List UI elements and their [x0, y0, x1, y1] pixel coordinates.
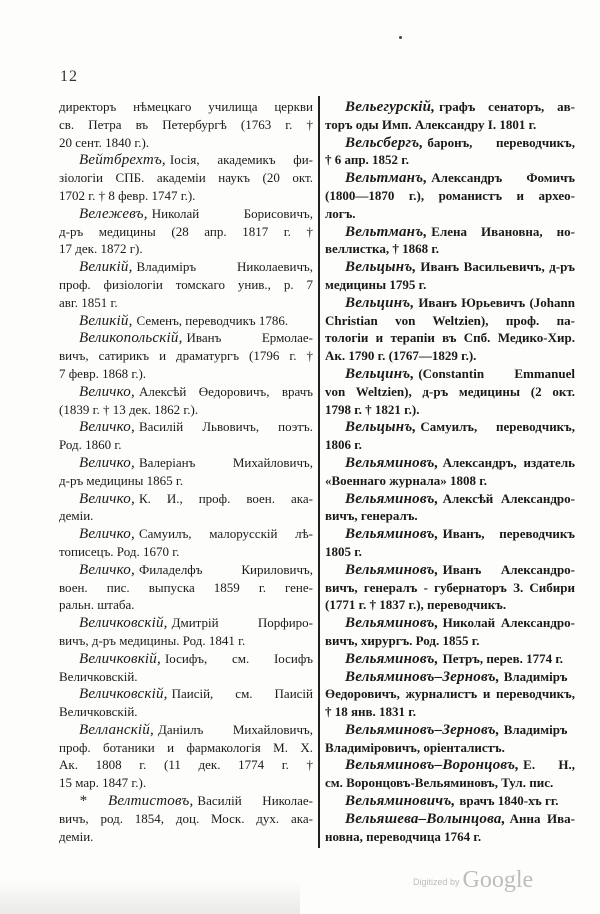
- entry-headword: Величко,: [79, 526, 135, 543]
- dictionary-entry: [59, 721, 313, 792]
- entry-text: д-ръ медицины (28 апр. 1817 г. †: [59, 223, 313, 239]
- entry-line: [59, 739, 313, 757]
- dictionary-entry: [325, 365, 575, 418]
- left-column: [59, 98, 313, 845]
- scan-shadow: [0, 880, 300, 914]
- entry-line: [59, 703, 313, 721]
- entry-line: [325, 151, 575, 169]
- entry-text: деміи.: [59, 508, 94, 524]
- dictionary-entry: [325, 792, 575, 810]
- entry-line: [325, 454, 575, 472]
- entry-text: графъ сенаторъ, ав-: [439, 99, 575, 114]
- entry-line: [59, 134, 313, 152]
- entry-text: Александръ, издатель: [442, 454, 575, 470]
- entry-text: (Constantin Emmanuel: [418, 365, 575, 381]
- entry-headword: Вележевъ,: [79, 205, 148, 222]
- entry-headword: Вельцынъ,: [345, 259, 417, 276]
- entry-line: [59, 472, 313, 490]
- entry-text: (1839 г. † 13 дек. 1862 г.).: [59, 401, 199, 417]
- entry-headword: Величко,: [79, 490, 135, 507]
- entry-line: [325, 436, 575, 454]
- entry-text: см. Воронцовъ-Вельяминовъ, Тул. пис.: [325, 775, 554, 791]
- page-number: 12: [60, 68, 78, 85]
- entry-text: воен. пис. выпуска 1859 г. гене-: [59, 579, 313, 595]
- entry-text: Величковскій.: [59, 704, 138, 720]
- entry-line: [325, 739, 575, 757]
- entry-line: [59, 721, 313, 739]
- entry-text: тологіи и терапіи въ Спб. Медико-Хир.: [325, 330, 575, 346]
- entry-text: директоръ нѣмецкаго училища церкви: [59, 99, 313, 114]
- entry-line: [59, 240, 313, 258]
- entry-line: [59, 828, 313, 846]
- entry-text: вичъ, хирургъ. Род. 1855 г.: [325, 632, 480, 648]
- entry-text: Елена Ивановна, но-: [431, 223, 575, 239]
- entry-headword: Вельцинъ,: [345, 294, 415, 311]
- entry-line: [325, 205, 575, 223]
- dictionary-entry: [325, 561, 575, 614]
- entry-line: [59, 401, 313, 419]
- dictionary-entry: [59, 258, 313, 311]
- entry-line: [325, 703, 575, 721]
- entry-line: [59, 596, 313, 614]
- entry-text: 1798 г. † 1821 г.).: [325, 401, 420, 417]
- entry-headword: Вельяминовъ–Зерновъ,: [345, 721, 500, 738]
- entry-line: [325, 792, 575, 810]
- entry-headword: Величковкій,: [79, 650, 161, 667]
- entry-line: [59, 525, 313, 543]
- entry-headword: * Велтистовъ,: [79, 793, 194, 810]
- entry-line: [325, 418, 575, 436]
- entry-line: [59, 116, 313, 134]
- dictionary-entry: [325, 490, 575, 526]
- entry-text: 1806 г.: [325, 437, 362, 453]
- entry-text: Валеріанъ Михайловичъ,: [138, 454, 313, 470]
- entry-line: [59, 810, 313, 828]
- entry-text: Іосія, академикъ фи-: [169, 152, 313, 168]
- entry-line: [59, 507, 313, 525]
- entry-line: [325, 116, 575, 134]
- entry-headword: Вельтманъ,: [345, 223, 428, 240]
- entry-headword: Великопольскій,: [79, 330, 183, 347]
- dictionary-entry: [325, 223, 575, 259]
- entry-text: Е. Н.,: [523, 757, 575, 773]
- entry-text: Николай Александро-: [442, 615, 575, 631]
- entry-text: тописецъ. Род. 1670 г.: [59, 543, 180, 559]
- entry-text: св. Петра въ Петербургѣ (1763 г. †: [59, 116, 313, 132]
- entry-text: медицины 1795 г.: [325, 276, 427, 292]
- entry-line: [59, 650, 313, 668]
- entry-text: Петръ, перев. 1774 г.: [442, 650, 564, 666]
- entry-line: [59, 454, 313, 472]
- entry-text: 15 мар. 1847 г.).: [59, 775, 147, 791]
- entry-text: деміи.: [59, 828, 94, 844]
- entry-line: [325, 223, 575, 241]
- entry-line: [59, 329, 313, 347]
- entry-line: [59, 169, 313, 187]
- entry-headword: Вельяминовичъ,: [345, 793, 456, 810]
- entry-line: [59, 614, 313, 632]
- entry-line: [325, 561, 575, 579]
- entry-line: [325, 240, 575, 258]
- entry-text: баронъ, переводчикъ,: [427, 134, 575, 150]
- dictionary-entry: [325, 810, 575, 846]
- entry-line: [325, 774, 575, 792]
- entry-line: [325, 187, 575, 205]
- entry-text: Иванъ Александро-: [442, 561, 575, 577]
- entry-line: [325, 329, 575, 347]
- dictionary-entry: [325, 756, 575, 792]
- entry-text: К. И., проф. воен. ака-: [138, 490, 313, 506]
- entry-text: д-ръ медицины 1865 г.: [59, 472, 184, 488]
- entry-text: Анна Ива-: [509, 810, 575, 826]
- entry-headword: Величко,: [79, 454, 135, 471]
- entry-headword: Вельцынъ,: [345, 419, 417, 436]
- entry-text: (1771 г. † 1837 г.), переводчикъ.: [325, 597, 507, 613]
- entry-text: Александръ Фомичъ: [431, 170, 575, 186]
- entry-text: Филаделфъ Кириловичъ,: [138, 561, 313, 577]
- entry-line: [325, 650, 575, 668]
- entry-line: [325, 596, 575, 614]
- entry-headword: Величко,: [79, 383, 135, 400]
- entry-line: [59, 365, 313, 383]
- column-divider: [318, 96, 320, 848]
- entry-text: проф. ботаники и фармакологія М. Х.: [59, 739, 313, 755]
- dictionary-entry: [325, 258, 575, 294]
- entry-text: Николай Борисовичъ,: [151, 205, 313, 221]
- dictionary-entry: [59, 792, 313, 845]
- entry-text: Владиміръ Николаевичъ,: [136, 259, 313, 275]
- entry-text: † 6 апр. 1852 г.: [325, 152, 409, 168]
- dictionary-entry: [59, 685, 313, 721]
- google-watermark: [413, 866, 533, 897]
- entry-headword: Великій,: [79, 312, 133, 329]
- entry-text: вичъ, сатирикъ и драматургъ (1796 г. †: [59, 348, 313, 364]
- entry-text: врачъ 1840-хъ гг.: [459, 793, 559, 809]
- dictionary-entry: [325, 98, 575, 134]
- entry-line: [59, 792, 313, 810]
- entry-line: [59, 151, 313, 169]
- entry-text: вичъ, генералъ - губернаторъ З. Сибири: [325, 579, 575, 595]
- dictionary-entry: [59, 383, 313, 419]
- entry-line: [325, 383, 575, 401]
- entry-line: [59, 187, 313, 205]
- dictionary-entry: [325, 614, 575, 650]
- dictionary-entry: [59, 418, 313, 454]
- entry-headword: Вельяминовъ,: [345, 561, 439, 578]
- dictionary-entry: [59, 151, 313, 204]
- entry-text: Василій Николае-: [197, 793, 313, 809]
- entry-text: † 18 янв. 1831 г.: [325, 704, 416, 720]
- dictionary-entry: [59, 329, 313, 382]
- dictionary-entry: [59, 312, 313, 330]
- entry-line: [325, 98, 575, 116]
- entry-line: [325, 507, 575, 525]
- entry-line: [59, 258, 313, 276]
- right-column: [325, 98, 575, 845]
- entry-headword: Вельяминовъ–Воронцовъ,: [345, 757, 520, 774]
- entry-text: Владиміровичъ, оріенталистъ.: [325, 739, 505, 755]
- entry-text: Christian von Weltzien), проф. па-: [325, 312, 575, 328]
- entry-text: Род. 1860 г.: [59, 437, 122, 453]
- entry-headword: Величковскій,: [79, 686, 168, 703]
- dictionary-entry: [325, 169, 575, 222]
- entry-headword: Вельяминовъ–Зерновъ,: [345, 668, 500, 685]
- entry-text: Семенъ, переводчикъ 1786.: [136, 312, 289, 328]
- entry-line: [59, 347, 313, 365]
- dictionary-entry: [59, 454, 313, 490]
- dictionary-entry: [325, 668, 575, 721]
- entry-text: Василій Львовичъ, поэтъ.: [138, 419, 313, 435]
- watermark-logo-text: Google: [462, 867, 534, 893]
- entry-line: [325, 756, 575, 774]
- dictionary-entry: [59, 205, 313, 258]
- dictionary-entry: [59, 614, 313, 650]
- dictionary-entry: [325, 294, 575, 365]
- entry-line: [59, 223, 313, 241]
- entry-line: [59, 685, 313, 703]
- entry-headword: Вельяминовъ,: [345, 490, 439, 507]
- entry-line: [59, 668, 313, 686]
- entry-headword: Велланскій,: [79, 721, 154, 738]
- entry-line: [59, 205, 313, 223]
- entry-line: [59, 579, 313, 597]
- entry-text: Иванъ, переводчикъ: [442, 526, 575, 542]
- entry-text: вичъ, генералъ.: [325, 508, 418, 524]
- entry-line: [59, 756, 313, 774]
- dictionary-entry: [59, 525, 313, 561]
- entry-text: Иванъ Ермолае-: [186, 330, 313, 346]
- entry-headword: Вельсбергъ,: [345, 134, 424, 151]
- entry-text: (1800—1870 г.), романистъ и археo-: [325, 187, 575, 203]
- entry-text: Величковскій.: [59, 668, 138, 684]
- entry-text: Алексѣй Өедоровичъ, врачъ: [138, 383, 313, 399]
- entry-headword: Вельегурскій,: [345, 99, 436, 115]
- dictionary-entry: [325, 418, 575, 454]
- entry-line: [325, 258, 575, 276]
- entry-text: Паисій, см. Паисій: [171, 686, 313, 702]
- entry-text: 1702 г. † 8 февр. 1747 г.).: [59, 187, 196, 203]
- dictionary-entry: [325, 134, 575, 170]
- entry-line: [59, 276, 313, 294]
- entry-line: [59, 561, 313, 579]
- dictionary-entry: [325, 650, 575, 668]
- entry-headword: Вельяминовъ,: [345, 650, 439, 667]
- entry-text: Владиміръ: [503, 668, 568, 684]
- entry-text: «Военнаго журнала» 1808 г.: [325, 472, 487, 488]
- entry-line: [325, 169, 575, 187]
- entry-line: [325, 685, 575, 703]
- entry-headword: Величковскій,: [79, 615, 168, 632]
- entry-line: [59, 543, 313, 561]
- entry-text: Самуилъ, переводчикъ,: [420, 419, 575, 435]
- entry-line: [325, 312, 575, 330]
- entry-headword: Величко,: [79, 419, 135, 436]
- entry-text: Дмитрій Порфиро-: [171, 615, 313, 631]
- dictionary-entry: [59, 650, 313, 686]
- entry-text: von Weltzien), д-ръ медицины (2 окт.: [325, 383, 575, 399]
- entry-headword: Величко,: [79, 561, 135, 578]
- entry-text: Самуилъ, малорусскій лѣ-: [138, 526, 313, 542]
- dictionary-entry: [325, 525, 575, 561]
- dictionary-entry: [59, 490, 313, 526]
- entry-headword: Вельтманъ,: [345, 170, 428, 187]
- entry-text: Даніилъ Михайловичъ,: [157, 721, 313, 737]
- entry-text: торъ оды Имп. Александру I. 1801 г.: [325, 116, 537, 132]
- entry-line: [325, 828, 575, 846]
- entry-text: 17 дек. 1872 г).: [59, 241, 143, 257]
- entry-line: [325, 401, 575, 419]
- entry-line: [59, 632, 313, 650]
- entry-text: Алексѣй Александро-: [442, 490, 575, 506]
- entry-text: Иванъ Юрьевичъ (Johann: [418, 294, 575, 310]
- entry-text: веллистка, † 1868 г.: [325, 241, 440, 257]
- dictionary-entry: [325, 721, 575, 757]
- dictionary-entry: [325, 454, 575, 490]
- entry-text: 1805 г.: [325, 543, 362, 559]
- entry-headword: Вельяшева–Волынцова,: [345, 810, 506, 827]
- entry-text: 7 февр. 1868 г.).: [59, 365, 147, 381]
- entry-text: Ак. 1790 г. (1767—1829 г.).: [325, 348, 477, 364]
- watermark-small-text: Digitized by: [413, 877, 460, 887]
- entry-text: Өедоровичъ, журналистъ и переводчикъ,: [325, 686, 575, 702]
- entry-text: Иванъ Васильевичъ, д-ръ: [420, 259, 575, 275]
- entry-headword: Вейтбрехтъ,: [79, 152, 166, 169]
- entry-line: [325, 490, 575, 508]
- entry-line: [325, 134, 575, 152]
- entry-text: зіологіи СПБ. академіи наукъ (20 окт.: [59, 170, 313, 186]
- entry-line: [59, 774, 313, 792]
- entry-line: [59, 98, 313, 116]
- entry-line: [59, 418, 313, 436]
- entry-headword: Вельцинъ,: [345, 365, 415, 382]
- entry-text: проф. физіологіи томскаго унив., р. 7: [59, 276, 313, 292]
- entry-headword: Вельяминовъ,: [345, 615, 439, 632]
- entry-text: вичъ, род. 1854, доц. Моск. дух. ака-: [59, 810, 313, 826]
- entry-line: [325, 365, 575, 383]
- entry-line: [325, 276, 575, 294]
- entry-line: [325, 632, 575, 650]
- entry-line: [59, 490, 313, 508]
- entry-line: [325, 579, 575, 597]
- entry-line: [59, 436, 313, 454]
- entry-headword: Вельяминовъ,: [345, 526, 439, 543]
- entry-line: [325, 614, 575, 632]
- entry-line: [325, 294, 575, 312]
- entry-line: [325, 525, 575, 543]
- entry-text: ральн. штаба.: [59, 597, 135, 613]
- entry-line: [59, 294, 313, 312]
- entry-headword: Вельяминовъ,: [345, 454, 439, 471]
- entry-text: Ак. 1808 г. (11 дек. 1774 г. †: [59, 757, 313, 773]
- dictionary-entry: [59, 561, 313, 614]
- entry-line: [325, 810, 575, 828]
- entry-line: [325, 472, 575, 490]
- entry-line: [325, 543, 575, 561]
- entry-text: 20 сент. 1840 г.).: [59, 134, 150, 150]
- entry-line: [325, 668, 575, 686]
- print-speck: [399, 36, 402, 39]
- entry-text: вичъ, д-ръ медицины. Род. 1841 г.: [59, 632, 246, 648]
- entry-text: Іосифъ, см. Іосифъ: [164, 650, 313, 666]
- dictionary-entry: [59, 98, 313, 151]
- entry-text: новна, переводчица 1764 г.: [325, 828, 482, 844]
- entry-line: [59, 383, 313, 401]
- entry-text: Владиміръ: [503, 721, 568, 737]
- entry-line: [325, 721, 575, 739]
- entry-headword: Великій,: [79, 259, 133, 276]
- entry-text: авг. 1851 г.: [59, 294, 118, 310]
- entry-line: [325, 347, 575, 365]
- entry-text: логъ.: [325, 205, 356, 221]
- entry-line: [59, 312, 313, 330]
